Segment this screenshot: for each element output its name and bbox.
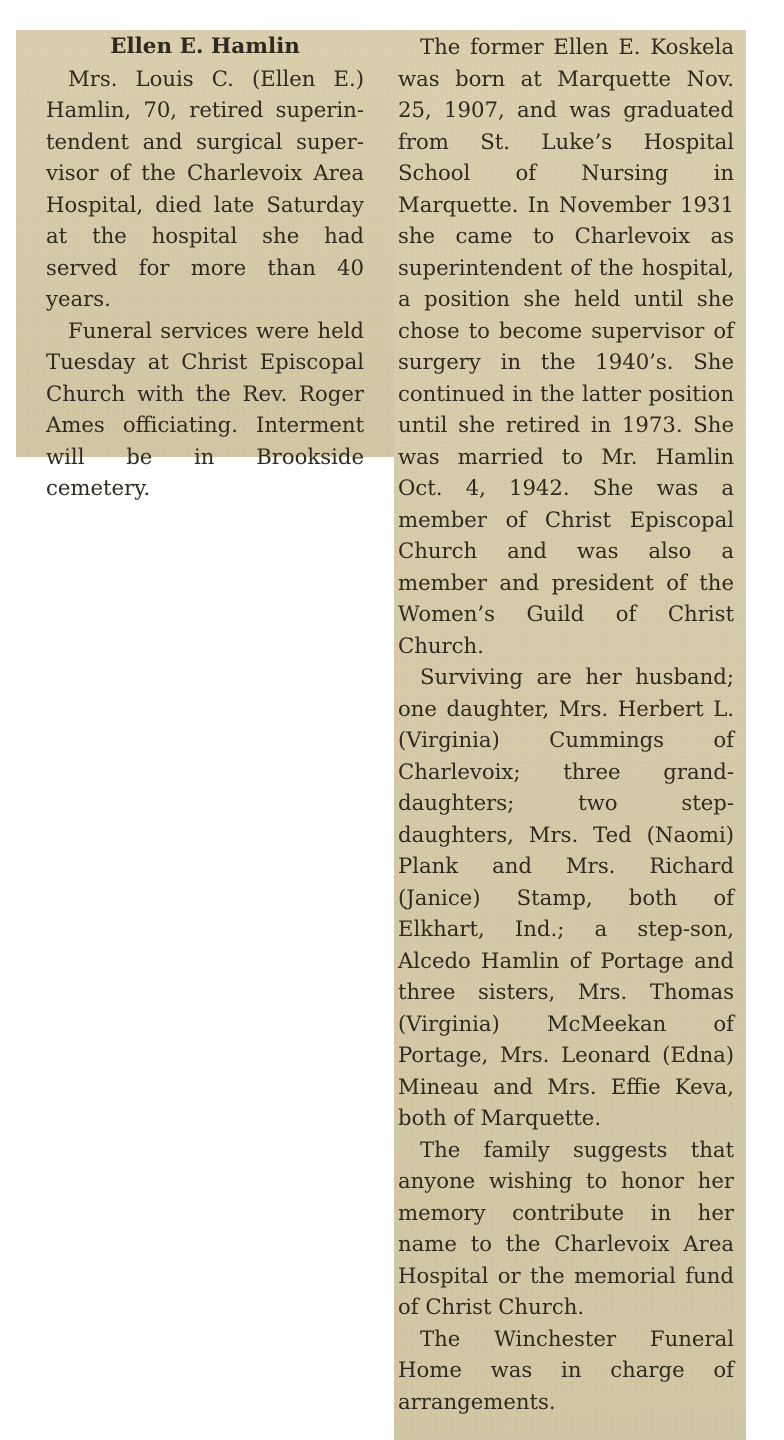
- obituary-paragraph: The former Ellen E. Koskela was born at Marquette Nov. 25, 1907, and was graduated from St. Luke’s Hospital School of Nursing in Marquette. In November 1931 she came to Charlevoix as superintendent of the hospital, a position she held until she chose to become supervisor of surgery in the 1940’s. She continued in the latter position until she retired in 1973. She was married to Mr. Hamlin Oct. 4, 1942. She was a member of Christ Episcopal Church and was also a member and president of the Women’s Guild of Christ Church.: [398, 34, 734, 658]
- obituary-paragraph: Mrs. Louis C. (Ellen E.) Hamlin, 70, retired superin-tendent and surgical super-visor of the Charlevoix Area Hospital, died late Saturday at the hospital she had served for more than 40 years.: [46, 65, 364, 311]
- obituary-paragraph: The family suggests that anyone wishing to honor her memory contribute in her name to the Charlevoix Area Hospital or the memorial fund of Christ Church.: [398, 1136, 734, 1319]
- obituary-paragraph: The Winchester Funeral Home was in charge of arrangements.: [398, 1325, 734, 1414]
- obituary-right-column: [398, 31, 734, 1417]
- obituary-headline: Ellen E. Hamlin: [110, 34, 300, 59]
- obituary-paragraph: Funeral services were held Tuesday at Christ Episcopal Church with the Rev. Roger Ames officiating. Interment will be in Brookside cemetery.: [46, 317, 364, 500]
- obituary-paragraph: Surviving are her husband; one daughter, Mrs. Herbert L. (Virginia) Cummings of Charlevoix; three grand-daughters; two step-daughters, Mrs. Ted (Naomi) Plank and Mrs. Richard (Janice) Stamp, both of Elkhart, Ind.; a step-son, Alcedo Hamlin of Portage and three sisters, Mrs. Thomas (Virginia) McMeekan of Portage, Mrs. Leonard (Edna) Mineau and Mrs. Effie Keva, both of Marquette.: [398, 664, 734, 1130]
- obituary-left-column: [46, 31, 364, 504]
